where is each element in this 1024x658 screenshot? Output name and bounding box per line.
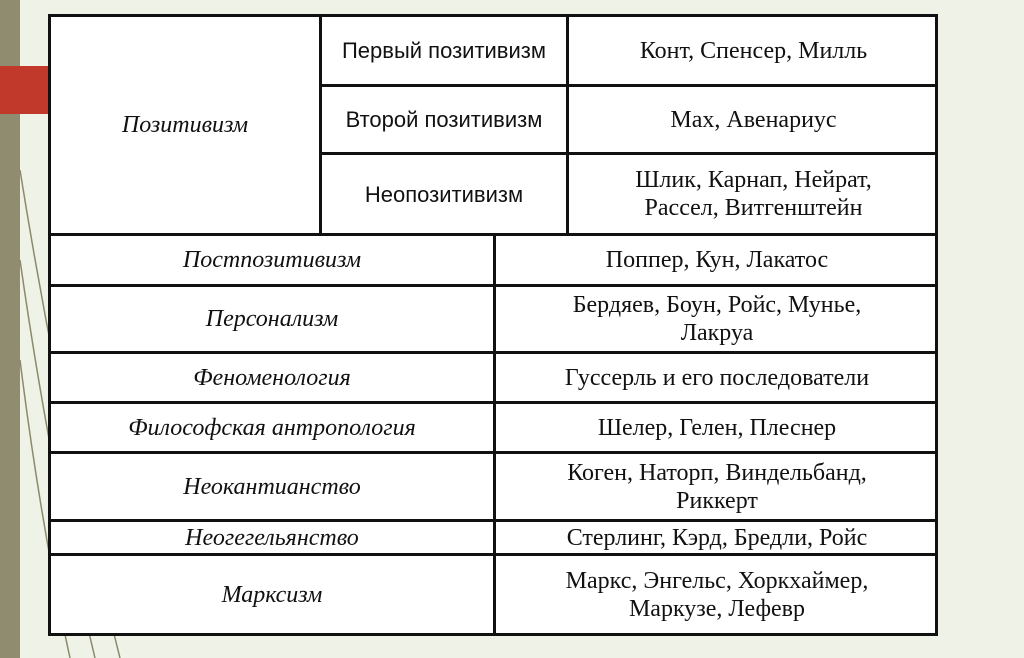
grid-line <box>51 451 938 454</box>
grid-line <box>493 233 496 633</box>
subschool-neopositivism: Неопозитивизм <box>364 181 524 207</box>
people-second-positivism: Мах, Авенариус <box>670 106 837 133</box>
people-philosophical-anthropology: Шелер, Гелен, Плеснер <box>597 414 837 441</box>
philosophy-table <box>48 14 938 636</box>
grid-line <box>51 284 938 287</box>
people-neopositivism: Шлик, Карнап, Нейрат, Рассел, Витгенштейн <box>635 167 872 221</box>
people-personalism: Бердяев, Боун, Ройс, Мунье, Лакруа <box>572 292 862 346</box>
grid-line <box>51 553 938 556</box>
school-phenomenology: Феноменология <box>193 364 351 391</box>
people-phenomenology: Гуссерль и его последователи <box>564 364 870 391</box>
grid-line <box>566 17 569 233</box>
grid-line <box>319 84 938 87</box>
school-neokantianism: Неокантианство <box>183 473 361 500</box>
grid-line <box>319 152 938 155</box>
people-marxism: Маркс, Энгельс, Хоркхаймер, Маркузе, Лефевр <box>565 567 869 622</box>
subschool-first-positivism: Первый позитивизм <box>341 38 546 63</box>
grid-line <box>319 17 322 233</box>
people-neokantianism: Коген, Наторп, Виндельбанд, Риккерт <box>567 459 867 514</box>
grid-line <box>51 351 938 354</box>
school-neohegelianism: Неогегельянство <box>185 524 359 551</box>
people-postpositivism: Поппер, Кун, Лакатос <box>605 247 829 273</box>
school-postpositivism: Постпозитивизм <box>182 247 362 273</box>
school-personalism: Персонализм <box>205 306 339 332</box>
subschool-second-positivism: Второй позитивизм <box>345 107 543 132</box>
people-neohegelianism: Стерлинг, Кэрд, Бредли, Ройс <box>566 524 868 551</box>
people-first-positivism: Конт, Спенсер, Милль <box>639 37 868 64</box>
grid-line <box>51 401 938 404</box>
grid-line <box>51 519 938 522</box>
school-positivism: Позитивизм <box>121 112 249 138</box>
school-philosophical-anthropology: Философская антропология <box>128 414 416 441</box>
school-marxism: Марксизм <box>221 581 323 608</box>
